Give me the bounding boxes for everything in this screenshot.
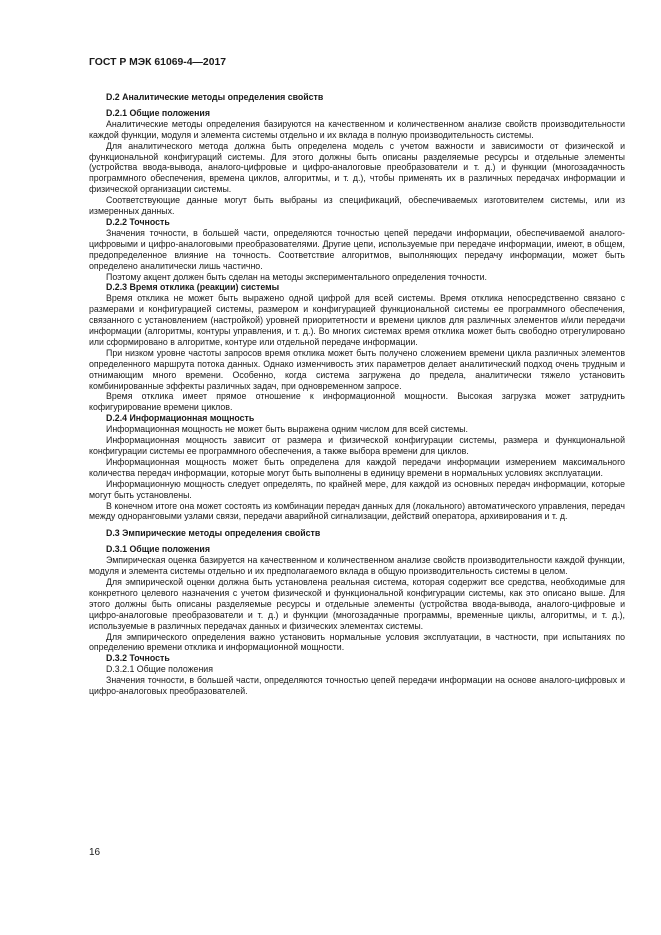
subsection-heading: D.3.1 Общие положения [106, 544, 210, 555]
section-heading: D.3 Эмпирические методы определения свойств [106, 528, 321, 539]
section-heading: D.2 Аналитические методы определения свойств [106, 92, 324, 102]
paragraph: Значения точности, в большей части, определяются точностью цепей передачи информации на основе аналого-цифровых и цифро-аналоговых преобразователей. [89, 675, 625, 697]
page-number: 16 [89, 847, 101, 858]
document-body [89, 92, 625, 697]
paragraph: Соответствующие данные могут быть выбраны из спецификаций, обеспечиваемых изготовителем системы, или из измеренных данных. [89, 195, 625, 217]
paragraph: Поэтому акцент должен быть сделан на методы экспериментального определения точности. [106, 271, 487, 282]
paragraph: Информационная мощность может быть определена для каждой передачи информации измерением максимального количества передач информации, которые могут быть выполнены в единицу времени в нормальных условиях эксплуатации. [89, 456, 625, 478]
paragraph: Аналитические методы определения базируются на качественном и количественном анализе свойств производительности каждой функции, модуля и элемента системы отдельно и их вклада в полную производительность системы. [89, 118, 625, 140]
subsection-heading: D.2.2 Точность [106, 216, 170, 227]
paragraph: Время отклика имеет прямое отношение к информационной мощности. Высокая загрузка может затруднить кофигурирование времени циклов. [89, 391, 625, 413]
paragraph: При низком уровне частоты запросов время отклика может быть получено сложением времени цикла различных элементов определенного маршрута потока данных. Однако изменчивость этих параметров делает аналитический подход очень трудным и отнимающим много времени. Особенно, когда система загружена до предела, аналитически тяжело установить комбинированные эффекты различных задач, при одновременном запросе. [89, 347, 625, 391]
paragraph: Для эмпирической оценки должна быть установлена реальная система, которая содержит все средства, необходимые для конкретного целевого назначения с учетом физической и функциональной конфигурации системы, как это описано выше. Для этого должны быть описаны разделяемые ресурсы и отдельные элементы (устройства ввода-вывода, аналого-цифровые и цифро-аналоговые преобразователи и т. д.) и функции (многозадачные программы, временные циклы, алгоритмы, и т. д.), используемые в различных передачах данных и физических элементах системы. [89, 576, 625, 631]
paragraph: В конечном итоге она может состоять из комбинации передач данных для (локального) автоматического управления, передач между одноранговыми узлами связи, передачи аварийной сигнализации, действий оператора, архивирования и т. д. [89, 500, 625, 522]
paragraph: Информационная мощность зависит от размера и физической конфигурации системы, размера и функциональной конфигурации системы ее программного обеспечения, а также выбора времени для циклов. [89, 435, 625, 456]
paragraph: Значения точности, в большей части, определяются точностью цепей передачи информации, обеспечиваемой аналого-цифровыми и цифро-аналоговыми преобразователями. Другие цепи, используемые при передаче информации, имеют, в общем, предопределенное влияние на точность. Соответствие алгоритмов, выполняющих передачу информации, может быть определено аналитически лишь частично. [89, 227, 625, 271]
paragraph: Время отклика не может быть выражено одной цифрой для всей системы. Время отклика непосредственно связано с размерами и конфигурацией системы, размером и конфигурацией функциональной системы ее программного обеспечения, связанного с установлением (настройкой) уровней приоритетности и времени циклов для различных элементов и/или передачи информации (алгоритмы, контуры управления, и т. д.). Во многих системах время отклика может быть свободно отрегулировано или сформировано в алгоритме, контуре или отдельной передаче информации. [89, 293, 625, 347]
subsection-heading: D.2.1 Общие положения [106, 107, 210, 118]
subsection-heading: D.2.4 Информационная мощность [106, 413, 255, 424]
paragraph: Информационную мощность следует определять, по крайней мере, для каждой из основных передач информации, которые могут быть установлены. [89, 478, 625, 500]
subsection-heading: D.2.3 Время отклика (реакции) системы [106, 282, 280, 293]
paragraph: Для эмпирического определения важно установить нормальные условия эксплуатации, в частности, при испытаниях по определению времени отклика и информационной мощности. [89, 631, 625, 653]
subsection-heading: D.3.2 Точность [106, 653, 170, 664]
paragraph: Для аналитического метода должна быть определена модель с учетом важности и зависимости от физической и функциональной конфигураций системы. Для этого должны быть описаны разделяемые ресурсы и отдельные элементы (устройства ввода-вывода, аналого-цифровые и цифро-аналоговые преобразователи и т. д.) и функции (многозадачность программного обеспечения, времена циклов, алгоритмы, и т. д.), чтобы применять их в различных передачах информации и физической организации системы. [89, 140, 625, 195]
paragraph: Информационная мощность не может быть выражена одним числом для всей системы. [106, 424, 469, 435]
paragraph: Эмпирическая оценка базируется на качественном и количественном анализе свойств производительности каждой функции, модуля и элемента системы отдельно и их предполагаемого вклада в общую производительность системы в целом. [89, 555, 625, 577]
document-header: ГОСТ Р МЭК 61069-4—2017 [89, 57, 227, 68]
subsubsection-heading: D.3.2.1 Общие положения [106, 664, 213, 675]
